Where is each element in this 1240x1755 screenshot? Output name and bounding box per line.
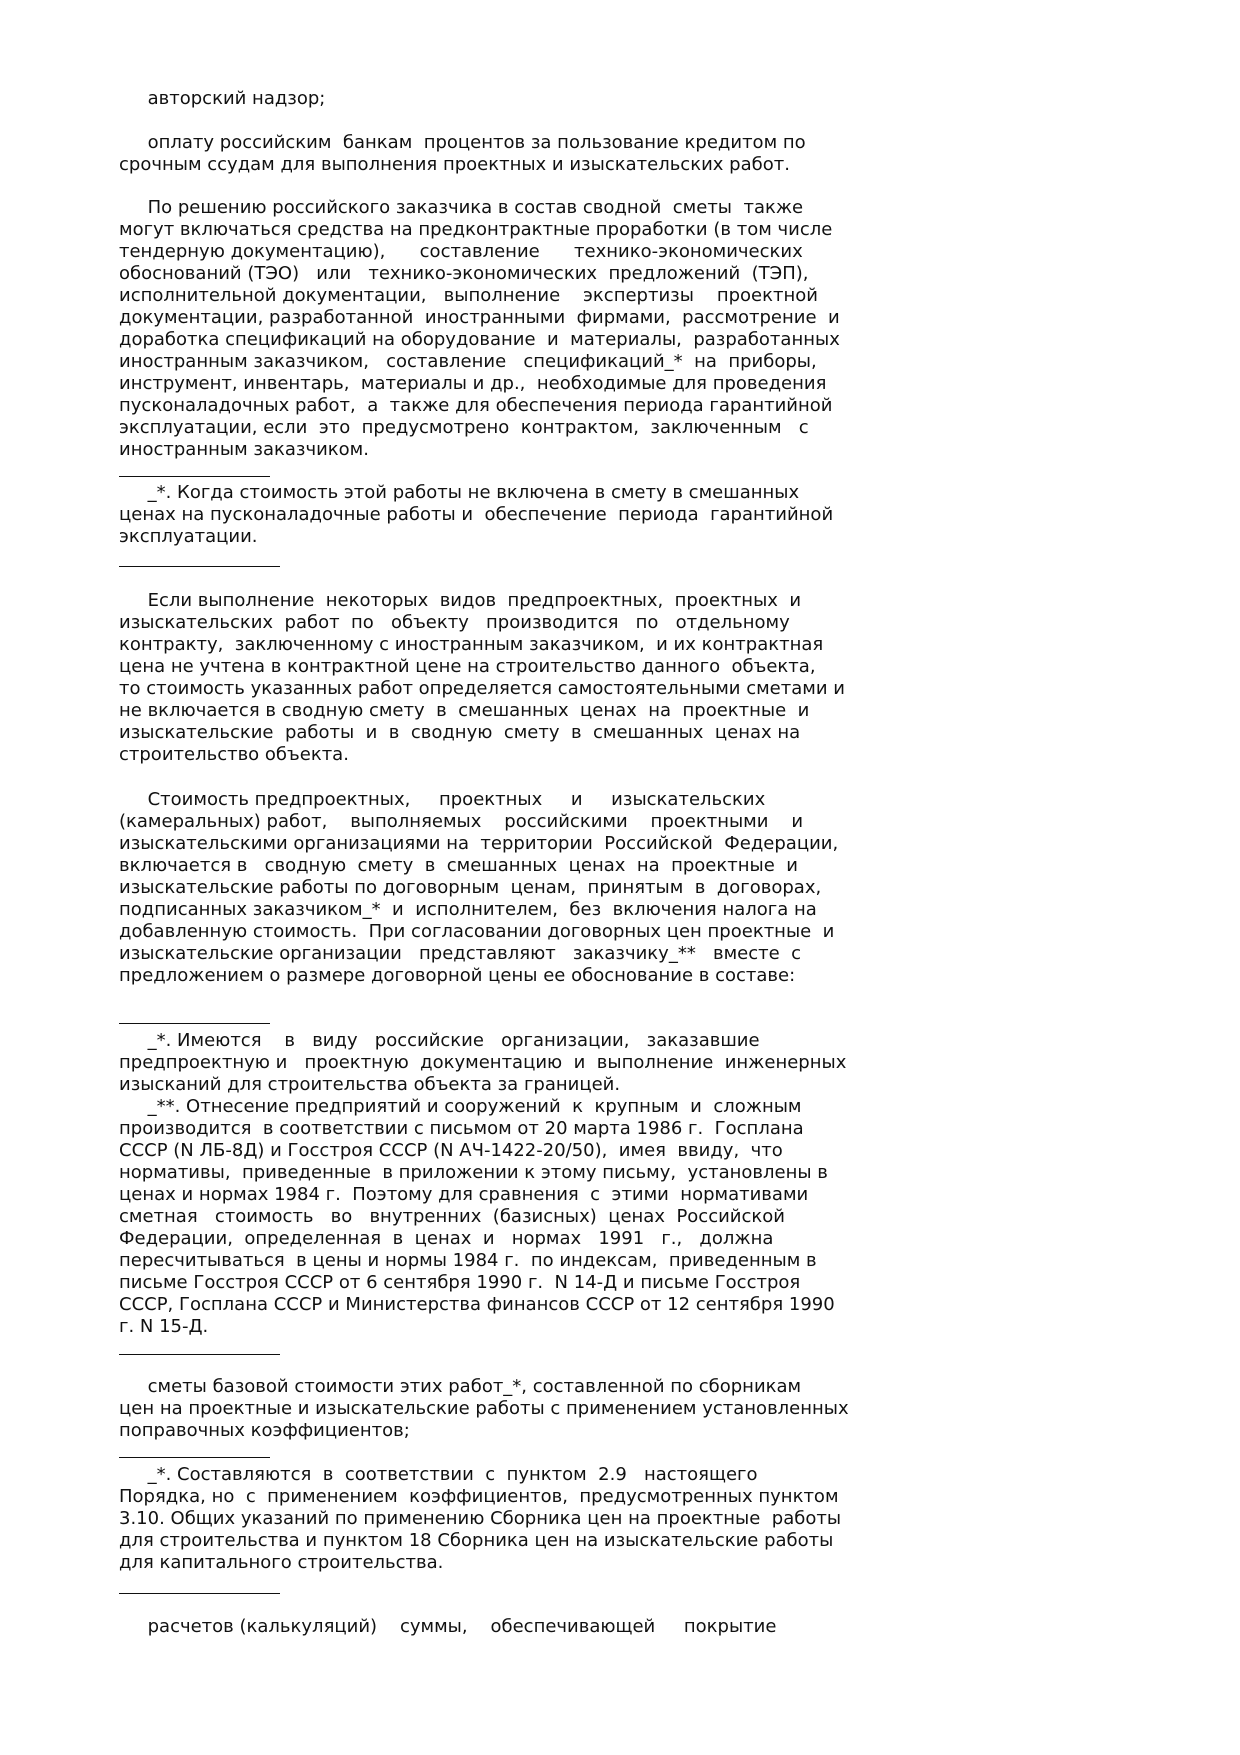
footnote-line: предпроектную и проектную документацию и выполнение инженерных	[119, 1052, 847, 1073]
footnote-line: Порядка, но с применением коэффициентов, предусмотренных пунктом	[119, 1486, 839, 1507]
text-line: (камеральных) работ, выполняемых российскими проектными и	[119, 811, 804, 832]
text-line: подписанных заказчиком_* и исполнителем, без включения налога на	[119, 899, 817, 920]
text-line: включается в сводную смету в смешанных ценах на проектные и	[119, 855, 798, 876]
text-line: строительство объекта.	[119, 744, 349, 765]
text-line: инструмент, инвентарь, материалы и др., необходимые для проведения	[119, 373, 827, 394]
footnote-line: сметная стоимость во внутренних (базисных) ценах Российской	[119, 1206, 785, 1227]
footnote-line: производится в соответствии с письмом от 20 марта 1986 г. Госплана	[119, 1118, 804, 1139]
text-line: исполнительной документации, выполнение экспертизы проектной	[119, 285, 818, 306]
footnote-line: изысканий для строительства объекта за границей.	[119, 1074, 621, 1095]
text-line: иностранным заказчиком, составление спецификаций_* на приборы,	[119, 351, 817, 372]
footnote-line: эксплуатации.	[119, 526, 258, 547]
footnote-line: _*. Когда стоимость этой работы не включена в смету в смешанных	[119, 482, 800, 503]
text-line: пусконаладочных работ, а также для обеспечения периода гарантийной	[119, 395, 833, 416]
text-line: цен на проектные и изыскательские работы с применением установленных	[119, 1398, 849, 1419]
footnote-line: письме Госстроя СССР от 6 сентября 1990 г. N 14-Д и письме Госстроя	[119, 1272, 801, 1293]
footnote-line: 3.10. Общих указаний по применению Сборника цен на проектные работы	[119, 1508, 842, 1529]
text-line: тендерную документацию), составление технико-экономических	[119, 241, 803, 262]
footnote-line: _**. Отнесение предприятий и сооружений к крупным и сложным	[119, 1096, 802, 1117]
text-line: оплату российским банкам процентов за пользование кредитом по	[119, 132, 806, 153]
text-line: контракту, заключенному с иностранным заказчиком, и их контрактная	[119, 634, 824, 655]
text-line: поправочных коэффициентов;	[119, 1420, 410, 1441]
text-line: могут включаться средства на предконтрактные проработки (в том числе	[119, 219, 833, 240]
text-line: документации, разработанной иностранными фирмами, рассмотрение и	[119, 307, 840, 328]
footnote-line: _*. Имеются в виду российские организации, заказавшие	[119, 1030, 760, 1051]
footnote-separator-rule	[119, 1457, 270, 1458]
text-line: изыскательских работ по объекту производится по отдельному	[119, 612, 790, 633]
text-line: сметы базовой стоимости этих работ_*, составленной по сборникам	[119, 1376, 802, 1397]
text-line: иностранным заказчиком.	[119, 439, 369, 460]
text-line: изыскательскими организациями на территории Российской Федерации,	[119, 833, 839, 854]
footnote-separator-rule	[119, 1023, 270, 1024]
footnote-line: г. N 15-Д.	[119, 1316, 209, 1337]
text-line: доработка спецификаций на оборудование и материалы, разработанных	[119, 329, 840, 350]
footnote-line: Федерации, определенная в ценах и нормах 1991 г., должна	[119, 1228, 774, 1249]
text-line: По решению российского заказчика в состав сводной сметы также	[119, 197, 804, 218]
footnote-line: СССР, Госплана СССР и Министерства финансов СССР от 12 сентября 1990	[119, 1294, 835, 1315]
text-line: расчетов (калькуляций) суммы, обеспечивающей покрытие	[119, 1616, 777, 1637]
footnote-separator-rule	[119, 476, 270, 477]
footnote-separator-rule	[119, 1354, 280, 1355]
footnote-line: пересчитываться в цены и нормы 1984 г. по индексам, приведенным в	[119, 1250, 817, 1271]
footnote-line: нормативы, приведенные в приложении к этому письму, установлены в	[119, 1162, 828, 1183]
footnote-line: для капитального строительства.	[119, 1552, 444, 1573]
text-line: обоснований (ТЭО) или технико-экономических предложений (ТЭП),	[119, 263, 809, 284]
text-line: не включается в сводную смету в смешанных ценах на проектные и	[119, 700, 810, 721]
footnote-line: ценах и нормах 1984 г. Поэтому для сравнения с этими нормативами	[119, 1184, 809, 1205]
text-line: изыскательские работы по договорным ценам, принятым в договорах,	[119, 877, 822, 898]
footnote-separator-rule	[119, 1593, 280, 1594]
text-line: Если выполнение некоторых видов предпроектных, проектных и	[119, 590, 802, 611]
text-line: Стоимость предпроектных, проектных и изыскательских	[119, 789, 766, 810]
text-line: изыскательские организации представляют заказчику_** вместе с	[119, 943, 802, 964]
text-line: добавленную стоимость. При согласовании договорных цен проектные и	[119, 921, 835, 942]
footnote-line: _*. Составляются в соответствии с пунктом 2.9 настоящего	[119, 1464, 758, 1485]
footnote-separator-rule	[119, 566, 280, 567]
text-line: эксплуатации, если это предусмотрено контрактом, заключенным с	[119, 417, 809, 438]
text-line: срочным ссудам для выполнения проектных и изыскательских работ.	[119, 154, 790, 175]
text-line: предложением о размере договорной цены ее обоснование в составе:	[119, 965, 796, 986]
text-line: цена не учтена в контрактной цене на строительство данного объекта,	[119, 656, 816, 677]
text-line: авторский надзор;	[119, 88, 326, 109]
text-line: изыскательские работы и в сводную смету в смешанных ценах на	[119, 722, 801, 743]
footnote-line: СССР (N ЛБ-8Д) и Госстроя СССР (N АЧ-1422-20/50), имея ввиду, что	[119, 1140, 783, 1161]
footnote-line: ценах на пусконаладочные работы и обеспечение периода гарантийной	[119, 504, 834, 525]
text-line: то стоимость указанных работ определяется самостоятельными сметами и	[119, 678, 845, 699]
footnote-line: для строительства и пунктом 18 Сборника цен на изыскательские работы	[119, 1530, 834, 1551]
